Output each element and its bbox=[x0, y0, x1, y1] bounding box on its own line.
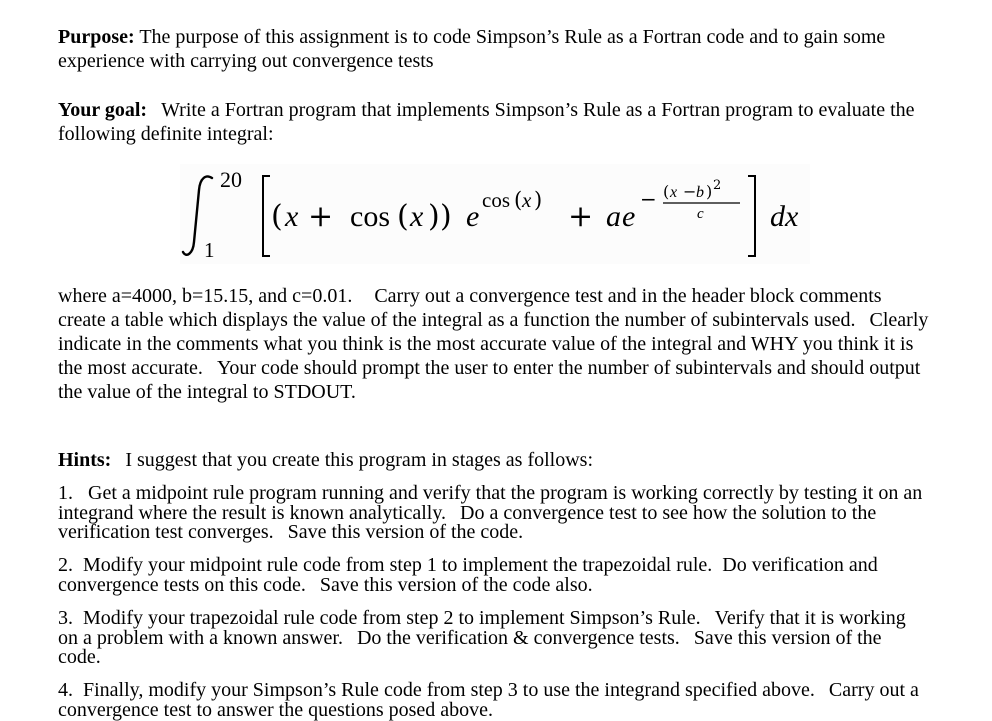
hint-step-3 bbox=[58, 609, 918, 668]
exp-cos: cos bbox=[482, 188, 510, 212]
step-text: Save this version of the code. bbox=[58, 626, 882, 668]
exp-paren-close: ) bbox=[534, 188, 543, 212]
open-paren-2: ( bbox=[397, 199, 409, 234]
hints-paragraph bbox=[58, 448, 948, 472]
plus-sign: + bbox=[308, 199, 334, 234]
step-text: Do verification and convergence tests on this code. bbox=[58, 554, 878, 596]
step-text: Save this version of the code. bbox=[287, 521, 524, 543]
var-e1: e bbox=[466, 200, 480, 233]
integral-equation bbox=[180, 164, 810, 264]
step-number: 2. bbox=[58, 554, 73, 576]
step-text: Do a convergence test to see how the solution to the verification test converges. bbox=[58, 501, 877, 543]
hints-label: Hints: bbox=[58, 449, 112, 471]
purpose-text: The purpose of this assignment is to code Simpson’s Rule as a Fortran code and to gain some experience with carrying out convergence tests bbox=[58, 26, 886, 72]
step-text: Modify your midpoint rule code from step 1 to implement the trapezoidal rule. bbox=[83, 554, 713, 576]
frac-x: x bbox=[670, 184, 678, 201]
goal-text: Write a Fortran program that implements Simpson’s Rule as a Fortran program to evaluate the following definite integral: bbox=[58, 99, 915, 145]
cos-label: cos bbox=[350, 200, 390, 233]
frac-b: b bbox=[696, 184, 704, 201]
step-text: Finally, modify your Simpson’s Rule code from step 3 to use the integrand specified above. bbox=[83, 679, 815, 701]
close-paren-2: ) bbox=[428, 199, 440, 234]
minus-sign: − bbox=[640, 187, 657, 211]
step-text: Save this version of the code also. bbox=[319, 573, 593, 596]
step-number: 1. bbox=[58, 482, 73, 504]
description-paragraph bbox=[58, 284, 933, 404]
goal-paragraph bbox=[58, 98, 948, 146]
var-a: a bbox=[606, 200, 621, 233]
dx-label: dx bbox=[770, 200, 799, 233]
exp-paren-open: ( bbox=[514, 188, 523, 212]
var-x1: x bbox=[285, 200, 299, 233]
desc-sentence-2: Clearly indicate in the comments what you think is the most accurate value of the integral and WHY you think it is the most accurate. bbox=[58, 309, 929, 379]
step-text: Get a midpoint rule program running and verify that the program is working correctly by testing it on an integrand where the result is known analytically. bbox=[58, 482, 923, 524]
var-e2: e bbox=[622, 200, 636, 233]
step-text: Carry out a convergence test to answer the questions posed above. bbox=[58, 679, 919, 721]
hint-step-1 bbox=[58, 484, 938, 543]
frac-square: 2 bbox=[713, 178, 722, 193]
goal-label: Your goal: bbox=[58, 99, 148, 121]
frac-paren-open: ( bbox=[663, 182, 670, 201]
hint-step-2 bbox=[58, 556, 938, 595]
step-number: 4. bbox=[58, 679, 73, 701]
hint-step-4 bbox=[58, 681, 938, 720]
frac-c: c bbox=[697, 206, 704, 222]
purpose-paragraph bbox=[58, 25, 948, 73]
step-text: Do the verification & convergence tests. bbox=[356, 626, 680, 649]
upper-limit: 20 bbox=[220, 167, 242, 192]
step-number: 3. bbox=[58, 607, 73, 629]
frac-minus: − bbox=[683, 182, 697, 201]
lower-limit: 1 bbox=[204, 238, 215, 262]
close-paren: ) bbox=[440, 199, 452, 234]
desc-sentence-3: Your code should prompt the user to enter the number of subintervals and should output the value of the integral to STDOUT. bbox=[58, 357, 921, 403]
var-x2: x bbox=[410, 200, 424, 233]
step-text: Modify your trapezoidal rule code from step 2 to implement Simpson’s Rule. bbox=[83, 607, 701, 629]
params-text: where a=4000, b=15.15, and c=0.01. bbox=[58, 285, 353, 307]
purpose-label: Purpose: bbox=[58, 26, 135, 48]
open-paren: ( bbox=[271, 199, 283, 234]
plus-sign-2: + bbox=[568, 199, 594, 234]
step-text: Verify that it is working on a problem with a known answer. bbox=[58, 607, 906, 649]
hints-text: I suggest that you create this program in stages as follows: bbox=[125, 449, 594, 471]
desc-sentence-1: Carry out a convergence test and in the header block comments create a table which displays the value of the integral as a function the number of subintervals used. bbox=[58, 285, 882, 331]
exp-x: x bbox=[522, 188, 532, 212]
frac-paren-close: ) bbox=[706, 182, 713, 201]
